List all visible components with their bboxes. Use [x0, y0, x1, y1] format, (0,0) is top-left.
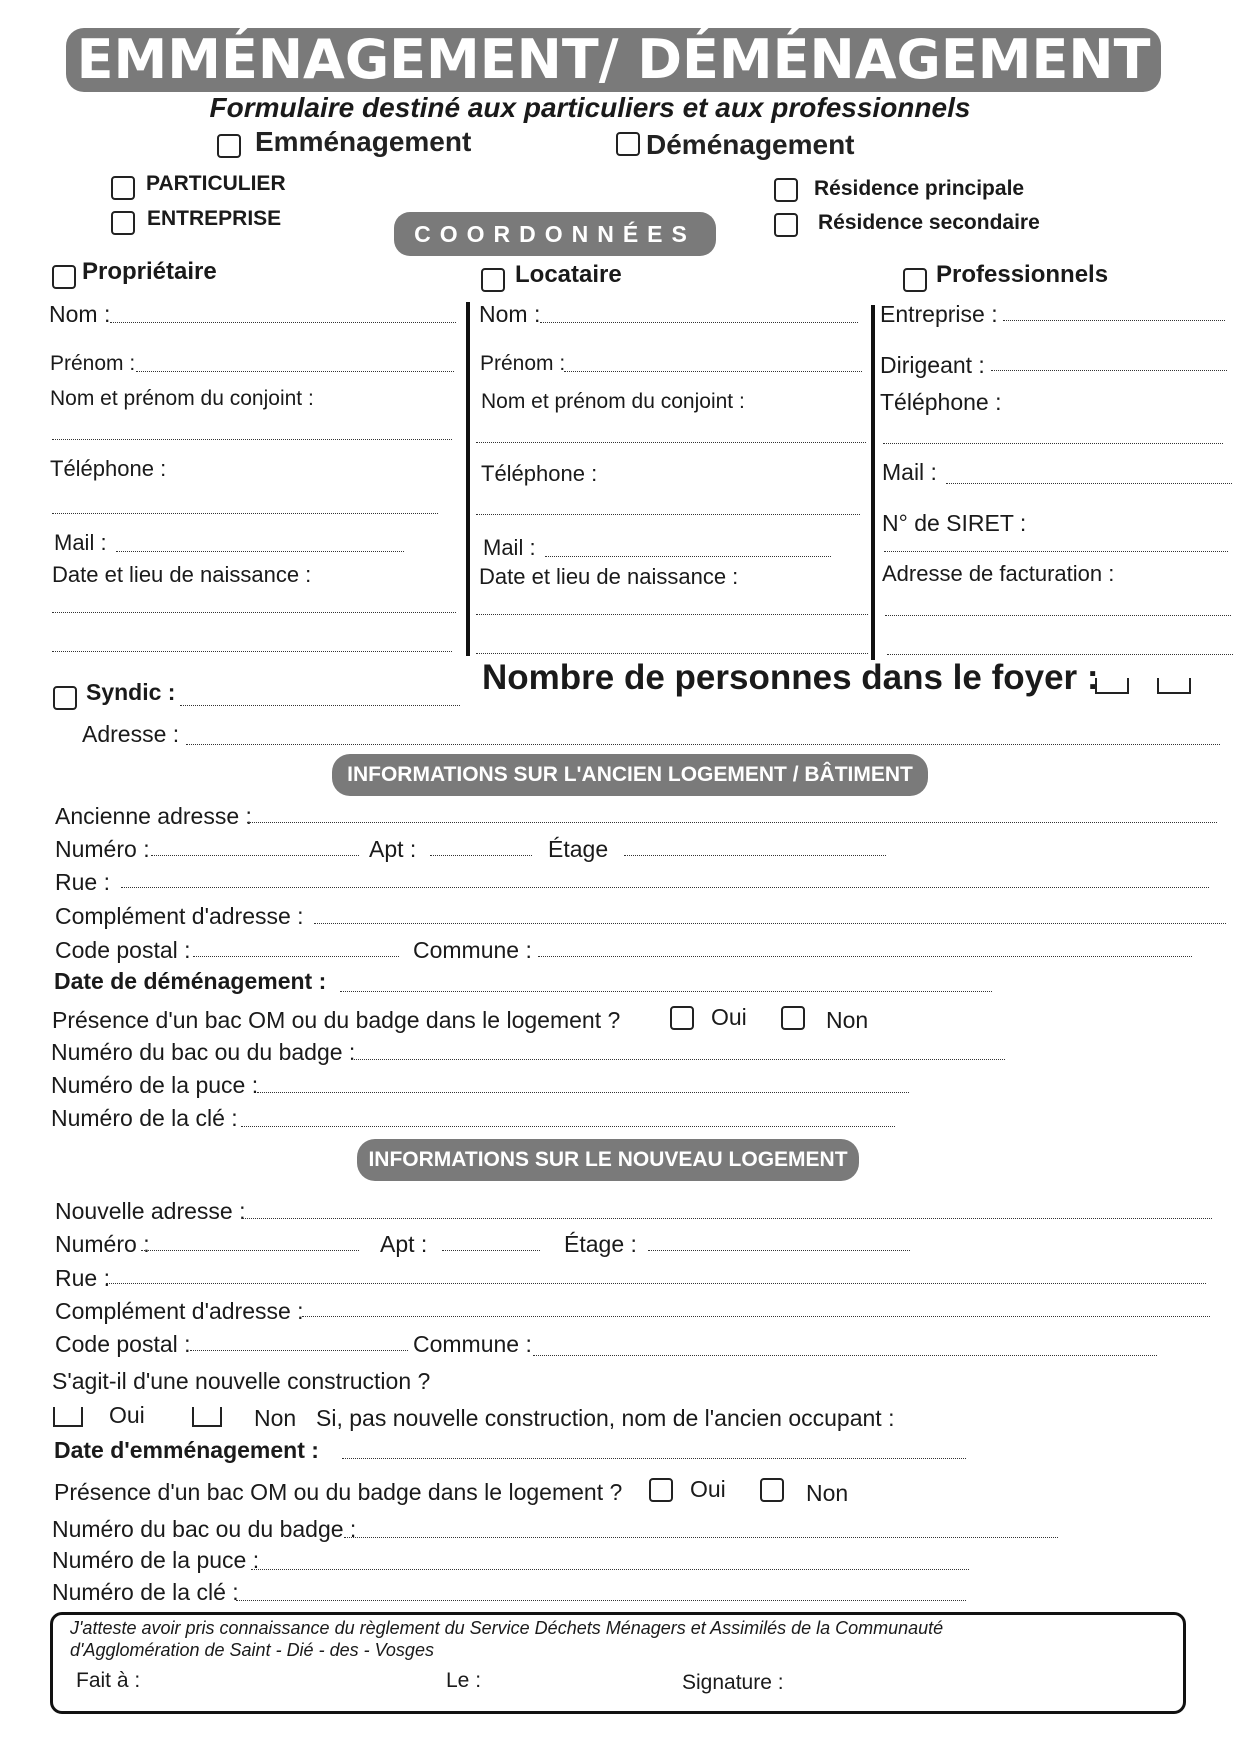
nouveau-date-label: Date d'emménagement :: [54, 1437, 319, 1463]
residence-principale-checkbox[interactable]: [774, 178, 798, 202]
proprietaire-telephone-field[interactable]: [52, 513, 438, 514]
nouveau-commune-field[interactable]: [533, 1355, 1157, 1356]
signature-label: Signature :: [682, 1671, 784, 1694]
nouveau-rue-field[interactable]: [106, 1283, 1206, 1284]
foyer-digit-2[interactable]: [1157, 678, 1191, 694]
proprietaire-checkbox[interactable]: [52, 265, 76, 289]
nouveau-code-postal-field[interactable]: [190, 1350, 408, 1351]
locataire-prenom-label: Prénom :: [480, 352, 566, 375]
ancien-date-label: Date de déménagement :: [54, 968, 327, 994]
ancien-complement-label: Complément d'adresse :: [55, 903, 304, 929]
nouveau-code-postal-label: Code postal :: [55, 1331, 191, 1357]
nouveau-construction-oui-box[interactable]: [53, 1407, 83, 1427]
fait-a-label: Fait à :: [76, 1669, 141, 1692]
locataire-telephone-field[interactable]: [476, 514, 860, 515]
locataire-mail-field[interactable]: [545, 556, 831, 557]
column-separator-2: [871, 305, 875, 660]
nouveau-bac-non-checkbox[interactable]: [760, 1478, 784, 1502]
pro-facturation-field-2[interactable]: [887, 654, 1233, 655]
proprietaire-naissance-field-1[interactable]: [52, 612, 456, 613]
locataire-heading: Locataire: [515, 261, 622, 288]
nouveau-num-cle-label: Numéro de la clé :: [52, 1579, 239, 1605]
syndic-label: Syndic :: [86, 679, 176, 705]
nouveau-etage-field[interactable]: [648, 1250, 910, 1251]
pro-entreprise-field[interactable]: [1003, 320, 1225, 321]
attestation-line-2: d'Agglomération de Saint - Dié - des - Vosges: [70, 1640, 434, 1660]
nouveau-adresse-label: Nouvelle adresse :: [55, 1198, 246, 1224]
nouveau-bac-oui-checkbox[interactable]: [649, 1478, 673, 1502]
proprietaire-conjoint-field[interactable]: [52, 439, 452, 440]
nouveau-num-bac-field[interactable]: [344, 1537, 1058, 1538]
locataire-telephone-label: Téléphone :: [481, 461, 598, 486]
nouveau-bac-non-label: Non: [806, 1480, 849, 1506]
nouveau-etage-label: Étage :: [564, 1231, 637, 1257]
ancien-numero-label: Numéro :: [55, 836, 150, 862]
ancien-num-bac-field[interactable]: [351, 1059, 1005, 1060]
residence-secondaire-label: Résidence secondaire: [818, 211, 1040, 234]
nouveau-bac-oui-label: Oui: [690, 1476, 726, 1502]
nouveau-adresse-field[interactable]: [242, 1218, 1212, 1219]
ancien-date-field[interactable]: [340, 991, 992, 992]
pro-dirigeant-field[interactable]: [991, 370, 1227, 371]
proprietaire-mail-label: Mail :: [54, 530, 107, 555]
ancien-logement-banner: INFORMATIONS SUR L'ANCIEN LOGEMENT / BÂTIMENT: [332, 754, 928, 796]
residence-principale-label: Résidence principale: [814, 177, 1025, 200]
ancien-bac-non-checkbox[interactable]: [781, 1006, 805, 1030]
syndic-checkbox[interactable]: [53, 686, 77, 710]
pro-telephone-field[interactable]: [883, 443, 1223, 444]
syndic-field[interactable]: [180, 705, 460, 706]
proprietaire-naissance-field-2[interactable]: [52, 651, 452, 652]
foyer-digit-1[interactable]: [1095, 678, 1129, 694]
locataire-conjoint-label: Nom et prénom du conjoint :: [481, 390, 745, 413]
ancien-num-puce-label: Numéro de la puce :: [51, 1072, 259, 1098]
pro-siret-field[interactable]: [884, 551, 1228, 552]
ancien-num-cle-label: Numéro de la clé :: [51, 1105, 238, 1131]
ancien-commune-label: Commune :: [413, 937, 532, 963]
nouveau-apt-field[interactable]: [442, 1250, 540, 1251]
nouveau-construction-oui-label: Oui: [109, 1402, 145, 1428]
locataire-naissance-field-1[interactable]: [476, 614, 868, 615]
ancien-commune-field[interactable]: [538, 956, 1192, 957]
ancien-etage-label: Étage: [548, 836, 609, 862]
pro-telephone-label: Téléphone :: [880, 389, 1002, 415]
pro-facturation-field-1[interactable]: [885, 615, 1231, 616]
ancien-apt-field[interactable]: [430, 855, 532, 856]
demenagement-label: Déménagement: [646, 129, 855, 160]
nouveau-num-puce-field[interactable]: [251, 1569, 969, 1570]
proprietaire-nom-label: Nom :: [49, 301, 111, 327]
le-label: Le :: [446, 1669, 482, 1692]
ancien-bac-question: Présence d'un bac OM ou du badge dans le logement ?: [52, 1007, 621, 1033]
pro-dirigeant-label: Dirigeant :: [880, 352, 985, 378]
proprietaire-prenom-label: Prénom :: [50, 352, 136, 375]
pro-mail-field[interactable]: [946, 483, 1232, 484]
entreprise-checkbox[interactable]: [111, 211, 135, 235]
locataire-checkbox[interactable]: [481, 268, 505, 292]
nouveau-num-puce-label: Numéro de la puce :: [52, 1547, 260, 1573]
nouveau-apt-label: Apt :: [380, 1231, 428, 1257]
coordonnees-banner: COORDONNÉES: [394, 212, 716, 256]
particulier-checkbox[interactable]: [111, 176, 135, 200]
ancien-complement-field[interactable]: [314, 923, 1226, 924]
entreprise-label: ENTREPRISE: [147, 207, 282, 230]
ancien-numero-field[interactable]: [151, 855, 359, 856]
residence-secondaire-checkbox[interactable]: [774, 213, 798, 237]
syndic-adresse-field[interactable]: [186, 744, 1220, 745]
locataire-nom-label: Nom :: [479, 301, 541, 327]
ancien-num-cle-field[interactable]: [241, 1126, 895, 1127]
professionnels-checkbox[interactable]: [903, 268, 927, 292]
nouveau-ancien-occupant-label: Si, pas nouvelle construction, nom de l'ancien occupant :: [316, 1405, 895, 1431]
locataire-naissance-label: Date et lieu de naissance :: [479, 564, 739, 589]
locataire-nom-field[interactable]: [540, 322, 858, 323]
nouveau-complement-label: Complément d'adresse :: [55, 1298, 304, 1324]
ancien-apt-label: Apt :: [369, 836, 417, 862]
ancien-adresse-field[interactable]: [247, 822, 1217, 823]
ancien-bac-non-label: Non: [826, 1007, 869, 1033]
ancien-bac-oui-checkbox[interactable]: [670, 1006, 694, 1030]
professionnels-heading: Professionnels: [936, 261, 1109, 288]
nouveau-numero-label: Numéro :: [55, 1231, 150, 1257]
locataire-naissance-field-2[interactable]: [476, 653, 868, 654]
locataire-prenom-field[interactable]: [564, 371, 862, 372]
ancien-code-postal-label: Code postal :: [55, 937, 191, 963]
proprietaire-heading: Propriétaire: [82, 258, 217, 285]
pro-mail-label: Mail :: [882, 459, 937, 485]
nouveau-num-bac-label: Numéro du bac ou du badge :: [52, 1516, 357, 1542]
particulier-label: PARTICULIER: [146, 172, 286, 195]
nouveau-construction-non-box[interactable]: [192, 1407, 222, 1427]
column-separator-1: [466, 302, 470, 656]
form-subtitle: Formulaire destiné aux particuliers et aux professionnels: [209, 92, 971, 123]
pro-entreprise-label: Entreprise :: [880, 301, 998, 327]
emmenagement-label: Emménagement: [255, 126, 472, 157]
ancien-bac-oui-label: Oui: [711, 1004, 747, 1030]
nouveau-date-field[interactable]: [342, 1458, 966, 1459]
locataire-mail-label: Mail :: [483, 535, 536, 560]
foyer-label: Nombre de personnes dans le foyer :: [482, 658, 1099, 697]
pro-siret-label: N° de SIRET :: [882, 510, 1027, 536]
nouveau-commune-label: Commune :: [413, 1331, 532, 1357]
syndic-adresse-label: Adresse :: [82, 721, 180, 747]
nouveau-num-cle-field[interactable]: [236, 1600, 966, 1601]
proprietaire-nom-field[interactable]: [110, 322, 456, 323]
nouveau-complement-field[interactable]: [302, 1316, 1210, 1317]
nouveau-construction-non-label: Non: [254, 1405, 297, 1431]
ancien-rue-label: Rue :: [55, 869, 110, 895]
attestation-line-1: J'atteste avoir pris connaissance du règlement du Service Déchets Ménagers et Assimilés de la Communauté: [70, 1618, 944, 1638]
ancien-num-puce-field[interactable]: [257, 1092, 909, 1093]
ancien-adresse-label: Ancienne adresse :: [55, 803, 252, 829]
locataire-conjoint-field[interactable]: [476, 442, 866, 443]
proprietaire-prenom-field[interactable]: [136, 371, 454, 372]
emmenagement-checkbox[interactable]: [217, 134, 241, 158]
proprietaire-conjoint-label: Nom et prénom du conjoint :: [50, 387, 314, 410]
ancien-num-bac-label: Numéro du bac ou du badge :: [51, 1039, 356, 1065]
nouveau-rue-label: Rue :: [55, 1265, 110, 1291]
nouveau-bac-question: Présence d'un bac OM ou du badge dans le logement ?: [54, 1479, 623, 1505]
proprietaire-telephone-label: Téléphone :: [50, 456, 167, 481]
nouveau-logement-banner: INFORMATIONS SUR LE NOUVEAU LOGEMENT: [357, 1139, 859, 1181]
nouveau-numero-field[interactable]: [141, 1250, 359, 1251]
pro-facturation-label: Adresse de facturation :: [882, 561, 1115, 586]
ancien-etage-field[interactable]: [624, 855, 886, 856]
demenagement-checkbox[interactable]: [616, 132, 640, 156]
proprietaire-mail-field[interactable]: [116, 551, 404, 552]
ancien-rue-field[interactable]: [121, 887, 1209, 888]
nouveau-construction-question: S'agit-il d'une nouvelle construction ?: [52, 1368, 431, 1394]
ancien-code-postal-field[interactable]: [193, 956, 399, 957]
proprietaire-naissance-label: Date et lieu de naissance :: [52, 562, 312, 587]
form-title: EMMÉNAGEMENT/ DÉMÉNAGEMENT: [66, 28, 1161, 92]
